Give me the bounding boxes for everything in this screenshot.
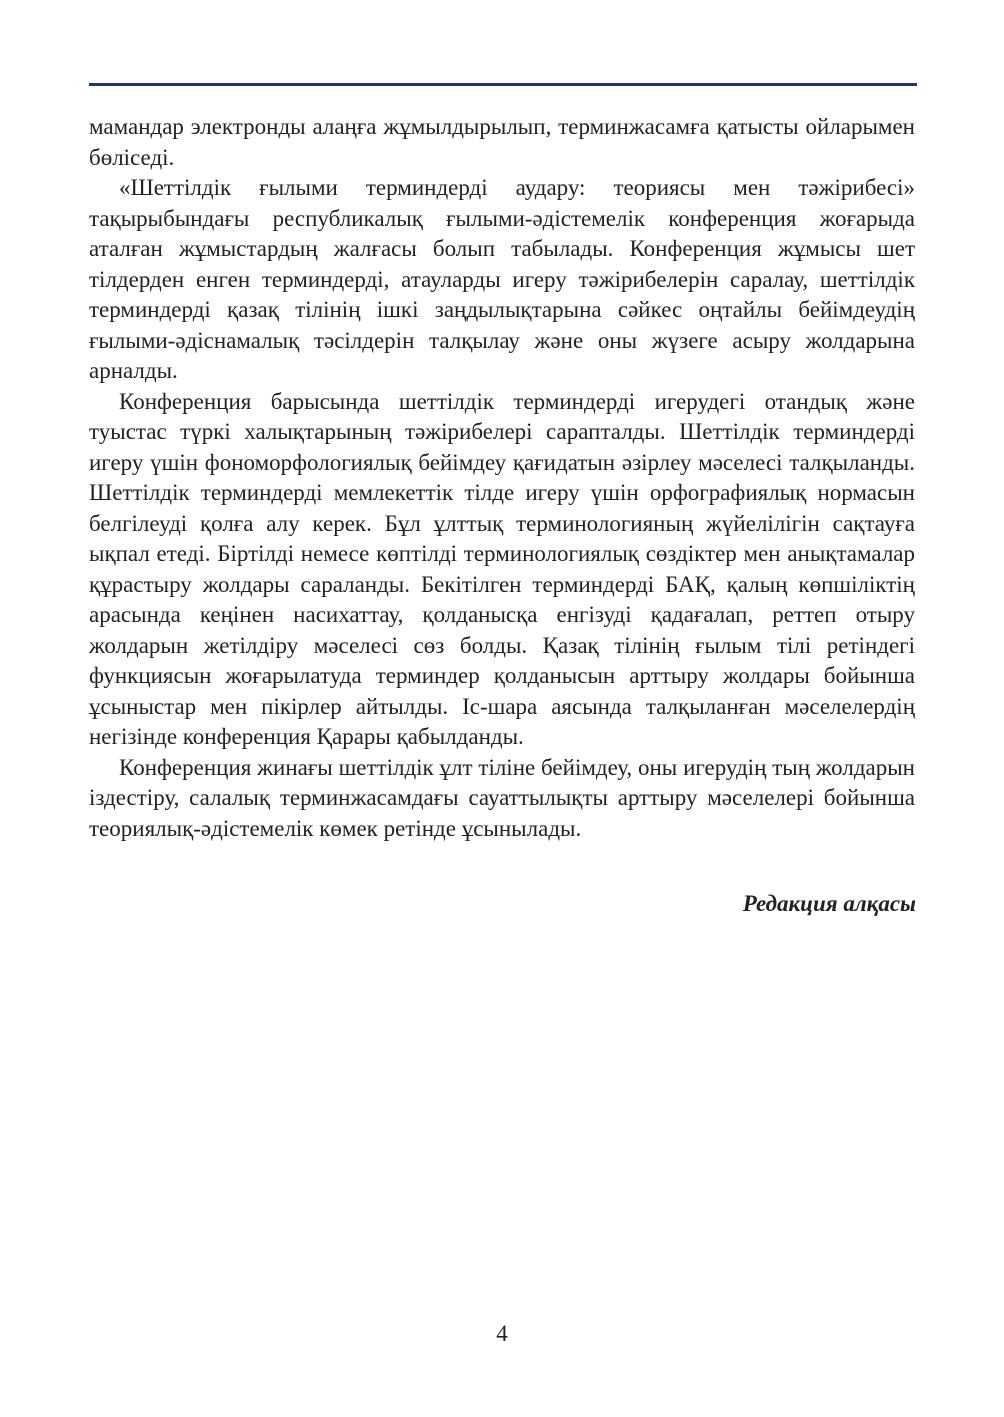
header-rule (89, 83, 917, 86)
page-number: 4 (496, 1321, 508, 1346)
paragraph-conference-topic: «Шеттілдік ғылыми терминдерді аудару: теориясы мен тәжірибесі» тақырыбындағы республикалық ғылыми-әдістемелік конференция жоғарыда аталған жұмыстардың жалғасы болып табылады. Конференция жұмысы шет тілдерден енген терминдерді, атауларды игеру тәжірибелерін саралау, шеттілдік терминдерді қазақ тілінің ішкі заңдылықтарына сәйкес оңтайлы бейімдеудің ғылыми-әдіснамалық тәсілдерін талқылау және оны жүзеге асыру жолдарына арналды. (89, 175, 915, 383)
paragraph-conference-results: Конференция барысында шеттілдік терминдерді игерудегі отандық және туыстас түркі халықтарының тәжірибелері сарапталды. Шеттілдік терминдерді игеру үшін фономорфологиялық бейімдеу қағидатын әзірлеу мәселесі талқыланды. Шеттілдік терминдерді мемлекеттік тілде игеру үшін орфографиялық нормасын белгілеуді қолға алу керек. Бұл ұлттық терминологияның жүйелілігін сақтауға ықпал етеді. Біртілді немесе көптілді терминологиялық сөздіктер мен анықтамалар құрастыру жолдары сараланды. Бекітілген терминдерді БАҚ, қалың көпшіліктің арасында кеңінен насихаттау, қолданысқа енгізуді қадағалап, реттеп отыру жолдарын жетілдіру мәселесі сөз болды. Қазақ тілінің ғылым тілі ретіндегі функциясын жоғарылатуда терминдер қолданысын арттыру жолдары бойынша ұсыныстар мен пікірлер айтылды. Іс-шара аясында талқыланған мәселелердің негізінде конференция Қарары қабылданды. (89, 388, 915, 749)
editorial-signature: Редакция алқасы (742, 891, 916, 916)
paragraph-continued: мамандар электронды алаңға жұмылдырылып, терминжасамға қатысты ойларымен бөліседі. (89, 114, 915, 170)
paragraph-collection-purpose: Конференция жинағы шеттілдік ұлт тіліне бейімдеу, оны игерудің тың жолдарын іздестіру, салалық терминжасамдағы сауаттылықты арттыру мәселелері бойынша теориялық-әдістемелік көмек ретінде ұсынылады. (89, 754, 915, 841)
body-text (89, 112, 915, 844)
